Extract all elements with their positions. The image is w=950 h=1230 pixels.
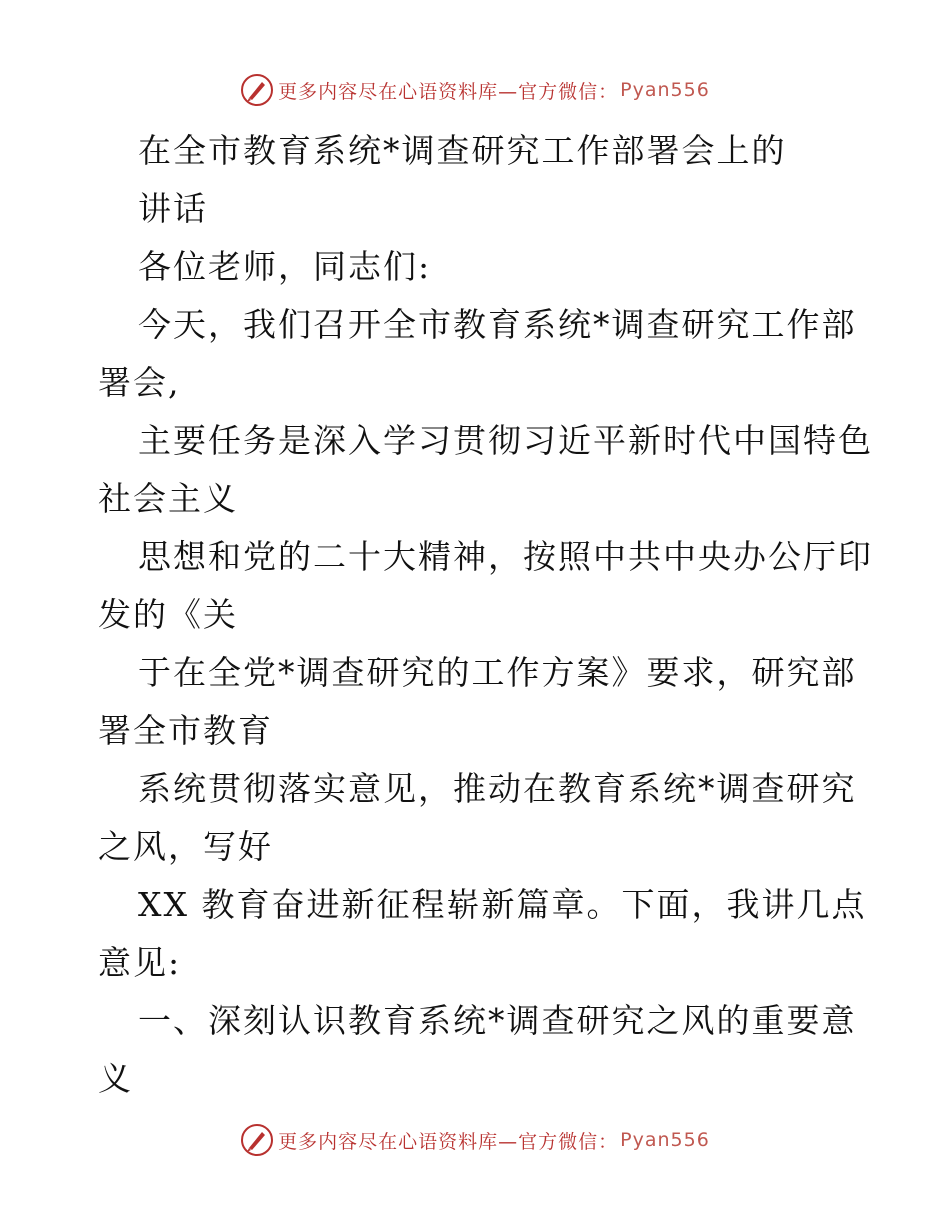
document-line: 一、深刻认识教育系统*调查研究之风的重要意 <box>138 1001 857 1040</box>
wechat-id: Pyan556 <box>620 1129 710 1151</box>
wechat-id: Pyan556 <box>620 79 710 101</box>
document-line: 署全市教育 <box>98 711 273 750</box>
document-line: 意见: <box>98 943 182 982</box>
document-line: 之风，写好 <box>98 827 273 866</box>
quill-logo-icon <box>240 73 274 107</box>
document-line: 于在全党*调查研究的工作方案》要求，研究部 <box>138 653 857 692</box>
document-line: 主要任务是深入学习贯彻习近平新时代中国特色 <box>138 421 873 460</box>
header-watermark-banner <box>0 70 950 110</box>
document-line: 发的《关 <box>98 595 238 634</box>
document-line: 今天，我们召开全市教育系统*调查研究工作部 <box>138 305 857 344</box>
document-line: 社会主义 <box>98 479 238 518</box>
document-line: 思想和党的二十大精神，按照中共中央办公厅印 <box>138 537 873 576</box>
document-line: 讲话 <box>138 189 208 228</box>
document-line: 署会, <box>98 363 181 402</box>
footer-watermark-banner <box>0 1120 950 1160</box>
document-line: 在全市教育系统*调查研究工作部署会上的 <box>138 131 787 170</box>
document-body <box>98 122 873 1108</box>
document-line: 系统贯彻落实意见，推动在教育系统*调查研究 <box>138 769 857 808</box>
document-line: 义 <box>98 1059 133 1098</box>
document-line: XX 教育奋进新征程崭新篇章。下面，我讲几点 <box>138 885 867 924</box>
document-line: 各位老师，同志们: <box>138 247 432 286</box>
banner-text: 更多内容尽在心语资料库—官方微信： <box>278 80 619 103</box>
banner-text: 更多内容尽在心语资料库—官方微信： <box>278 1130 619 1153</box>
quill-logo-icon <box>240 1123 274 1157</box>
